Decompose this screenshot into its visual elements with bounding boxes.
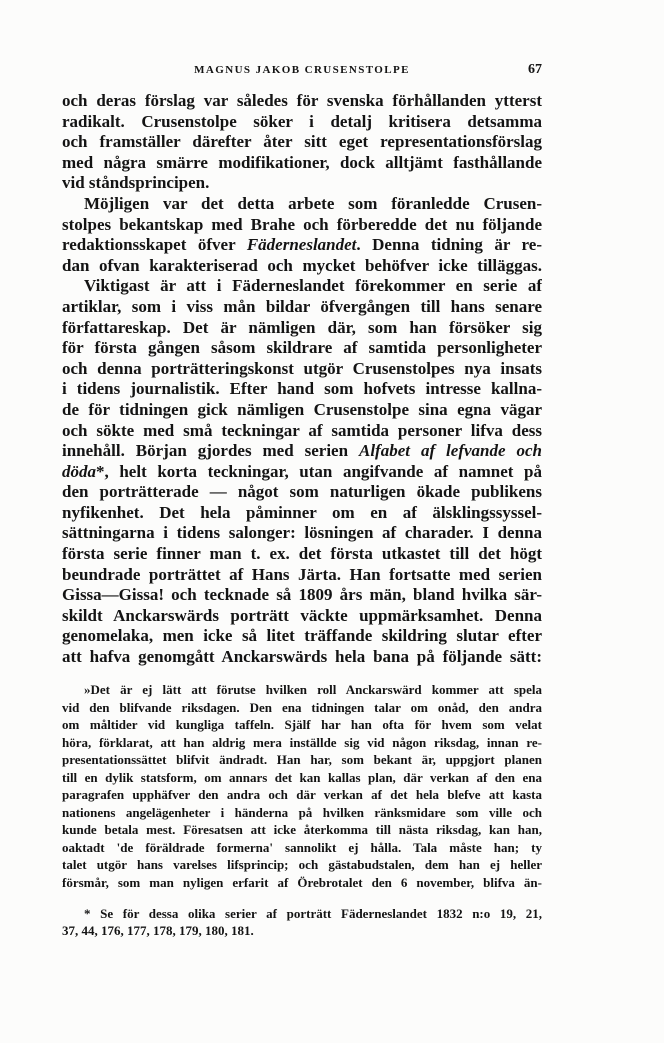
footnote [62,905,542,939]
text-line [62,585,542,606]
text-line [62,804,542,822]
text-line [62,256,542,277]
text-line [62,91,542,112]
text-run: i tidens journalistik. Efter hand som hofvets intresse kallna- [62,379,542,399]
text-run: beundrade porträttet af Hans Järta. Han fortsatte med serien [62,564,542,584]
text-line [62,734,542,752]
paragraph [62,276,542,667]
text-run: Möjligen var det detta arbete som föranledde Crusen- [84,193,542,213]
text-run: nyfikenhet. Det hela påminner om en af älsklingssyssel- [62,502,542,522]
text-line [62,523,542,544]
text-line [62,379,542,400]
text-run: och sökte med små teckningar af samtida personer lifva dess [62,420,542,440]
italic-title: Fäderneslandet [246,235,357,255]
text-line [62,606,542,627]
text-run: kunde betala mest. Föresatsen att icke återkomma till nästa riksdag, kan han, [62,822,542,837]
text-run: innehåll. Början gjordes med serien [62,441,359,461]
text-run: »Det är ej lätt att förutse hvilken roll Anckarswärd kommer att spela [84,682,542,697]
text-run: nationens angelägenheter i händerna på hvilken ränksmidare som ville och [62,804,542,820]
text-run: Gissa—Gissa! och tecknade så 1809 års män, bland hvilka sär- [62,585,542,605]
text-run: talet utgör hans varelses lifsprincip; och gästabudstalen, dem han ej heller [62,857,542,872]
text-line [62,359,542,380]
text-run: första serie finner man t. ex. det första utkastet till det högt [62,544,542,564]
text-run: paragrafen upphäfver den andra och där verkan af det hela blefve att kasta [62,787,542,802]
text-run: vid den blifvande riksdagen. Den ena tidningen talar om onåd, den andra [62,699,542,715]
italic-title: döda [62,461,96,481]
text-run: artiklar, som i viss mån bildar öfvergången till hans senare [62,296,542,316]
text-run: radikalt. Crusenstolpe söker i detalj kritisera detsamma [62,111,542,131]
block-quote [62,681,542,891]
text-line [62,276,542,297]
text-run: den porträtterade — något som naturligen ökade publikens [62,482,542,502]
text-line [62,699,542,717]
text-line [62,874,542,892]
text-line [62,318,542,339]
text-line [62,194,542,215]
text-run: och denna porträtteringskonst utgör Crusenstolpes nya insats [62,358,542,378]
text-line [62,751,542,769]
text-run: med några smärre modifikationer, dock alltjämt fasthållande [62,152,542,172]
text-line [62,647,542,668]
text-line [62,215,542,236]
running-header: MAGNUS JAKOB CRUSENSTOLPE [194,64,410,76]
text-run: skildt Anckarswärds porträtt väckte uppmärksamhet. Denna [62,605,542,625]
text-line [62,786,542,804]
text-run: redaktionsskapet öfver [62,235,247,255]
text-line [62,769,542,787]
text-line [62,235,542,256]
text-line [62,856,542,874]
text-line [62,565,542,586]
text-run: vid ståndsprincipen. [62,173,210,193]
text-line [62,681,542,699]
text-run: stolpes bekantskap med Brahe och förberedde det nu följande [62,214,542,234]
text-run: *, helt korta teckningar, utan angifvande af namnet på [96,461,542,481]
paragraph [62,91,542,194]
text-line [62,503,542,524]
text-run: de för tidningen gick nämligen Crusenstolpe sina egna vägar [62,399,542,419]
text-line [62,132,542,153]
text-line [62,922,542,939]
text-line [62,338,542,359]
text-line [62,905,542,922]
text-run: till en dylik statsform, om annars det kan kallas plan, där verkan af den ena [62,769,542,785]
text-run: 37, 44, 176, 177, 178, 179, 180, 181. [62,923,254,938]
body-text [62,91,542,668]
text-run: om måltider vid kungliga taffeln. Själf har han ofta för hvem som velat [62,717,542,732]
text-line [62,421,542,442]
page-number: 67 [528,62,542,77]
text-line [62,839,542,857]
text-run: dan ofvan karakteriserad och mycket behöfver icke tilläggas. [62,255,542,275]
text-run: författareskap. Det är nämligen där, som han försöker sig [62,317,542,337]
text-line [62,626,542,647]
text-run: presentationssättet blifvit ändradt. Han har, som bekant är, uppgjort planen [62,752,542,767]
paragraph [62,194,542,276]
text-run: försmår, som man nyligen erfarit af Örebrotalet den 6 november, blifva än- [62,874,542,890]
text-line [62,297,542,318]
text-run: * Se för dessa olika serier af porträtt Fäderneslandet 1832 n:o 19, 21, [84,906,542,921]
text-run: sättningarna i tidens salonger: lösningen af charader. I denna [62,523,542,543]
text-run: . Denna tidning är re- [356,235,542,255]
text-line [62,112,542,133]
text-run: genomelaka, men icke så litet träffande skildring slutar efter [62,626,542,646]
text-run: oaktadt 'de föräldrade formerna' sannolikt ej hålla. Tala måste han; ty [62,839,542,855]
text-run: och deras förslag var således för svenska förhållanden ytterst [62,91,542,110]
italic-title: Alfabet af lefvande och [359,441,542,461]
text-line [62,821,542,839]
text-run: att hafva genomgått Anckarswärds hela bana på följande sätt: [62,647,542,667]
text-run: Viktigast är att i Fäderneslandet förekommer en serie af [84,276,542,296]
text-run: höra, förklarat, att han aldrig mera inställde sig vid någon riksdag, innan re- [62,734,542,750]
text-line [62,173,542,194]
text-line [62,441,542,462]
text-line [62,544,542,565]
text-line [62,153,542,174]
text-run: för första gången såsom skildrare af samtida personligheter [62,338,542,358]
text-line [62,400,542,421]
text-line [62,462,542,483]
text-line [62,716,542,734]
text-run: och framställer därefter åter sitt eget representationsförslag [62,132,542,152]
text-line [62,482,542,503]
